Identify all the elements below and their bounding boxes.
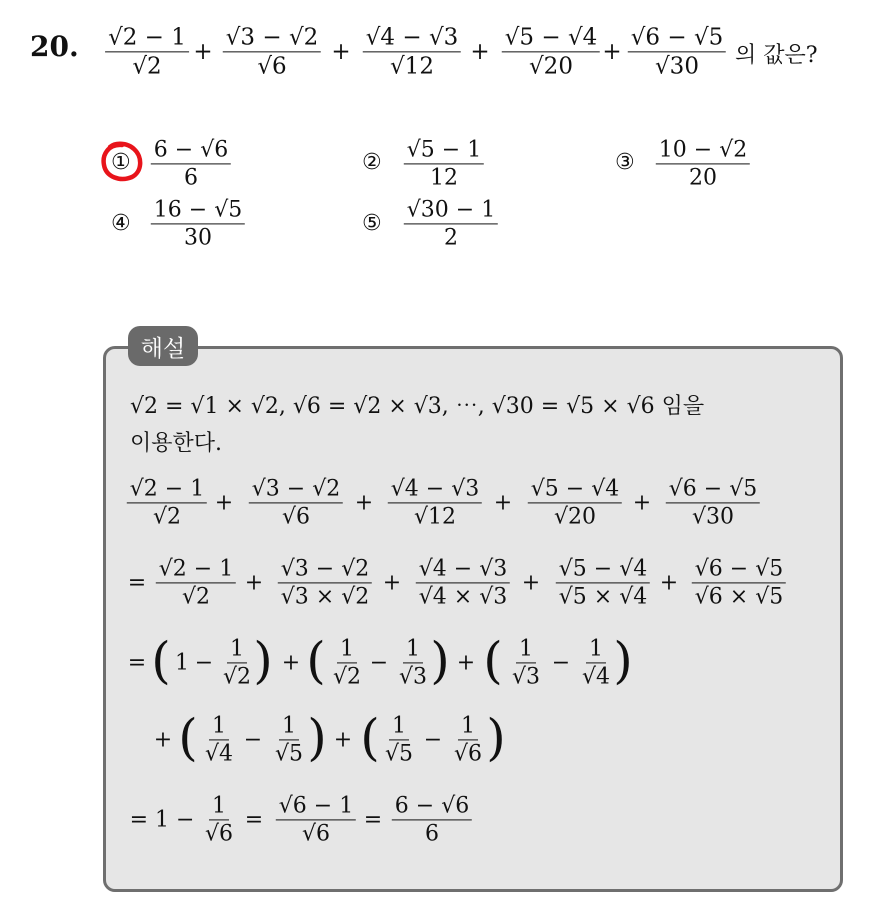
step2-term-1 [156,557,236,608]
step4-frac-3 [382,714,416,765]
right-paren: ) [307,708,327,767]
step3-frac-3 [396,637,430,688]
minus-sign: − [423,727,443,753]
numerator: 1 [227,637,247,663]
denominator: √4 [204,741,234,767]
left-paren: ( [483,631,503,690]
denominator: √5 [384,741,414,767]
right-paren: ) [253,631,273,690]
step2-term-3 [416,557,510,608]
denominator: √20 [553,504,597,530]
numerator: √5 − √4 [528,477,622,503]
numerator: 6 − √6 [151,138,231,164]
step2-term-4 [556,557,650,608]
denominator: √3 × √2 [280,584,370,610]
denominator: √2 [222,664,252,690]
choice-2-fraction[interactable] [404,138,484,189]
solution-line-2: 이용한다. [130,431,223,456]
denominator: √30 [691,504,735,530]
numerator: √2 − 1 [127,477,207,503]
numerator: √4 − √3 [416,557,510,583]
equals-sign: = [363,807,383,833]
choice-1-marker[interactable]: ① [111,150,131,175]
denominator: √20 [529,53,573,80]
left-paren: ( [178,708,198,767]
right-paren: ) [486,708,506,767]
minus-sign: − [243,727,263,753]
denominator: √6 × √5 [694,584,784,610]
denominator: √4 × √3 [418,584,508,610]
plus-sign: + [281,650,301,676]
denominator: √12 [390,53,434,80]
step2-term-2 [278,557,372,608]
step4-frac-4 [451,714,485,765]
numerator: 1 [279,714,299,740]
choice-1-fraction[interactable] [151,138,231,189]
left-paren: ( [151,631,171,690]
step3-frac-1 [220,637,254,688]
numerator: √6 − 1 [276,794,356,820]
left-paren: ( [306,631,326,690]
question-term-5 [628,25,726,78]
final-prefix: = 1 − [129,807,195,833]
denominator: 30 [184,225,212,251]
solution-line-1: √2 = √1 × √2, √6 = √2 × √3, ⋯, √30 = √5 × √6 임을 [130,394,705,419]
numerator: √6 − √5 [666,477,760,503]
equals-sign: = [127,650,147,676]
question-term-3 [363,25,461,78]
minus-sign: − [194,650,214,676]
question-term-4 [502,25,600,78]
final-frac-a [202,794,236,845]
denominator: 20 [689,165,717,191]
numerator: 6 − √6 [392,794,472,820]
plus-sign: + [354,490,374,516]
numerator: √4 − √3 [363,25,461,52]
left-paren: ( [360,708,380,767]
plus-sign: + [602,39,622,65]
numerator: 1 [389,714,409,740]
plus-sign: + [333,727,353,753]
question-tail: 의 값은? [735,43,818,68]
numerator: √5 − √4 [502,25,600,52]
denominator: √2 [332,664,362,690]
numerator: √6 − √5 [628,25,726,52]
denominator: √4 [581,664,611,690]
numerator: √5 − 1 [404,138,484,164]
choice-5-marker[interactable]: ⑤ [362,211,382,236]
choice-2-marker[interactable]: ② [362,150,382,175]
plus-sign: + [632,490,652,516]
denominator: √6 [453,741,483,767]
right-paren: ) [430,631,450,690]
plus-sign: + [244,570,264,596]
denominator: √2 [132,53,162,80]
denominator: √2 [181,584,210,610]
numerator: 1 [458,714,478,740]
question-term-1 [105,25,189,78]
numerator: √4 − √3 [388,477,482,503]
plus-sign: + [521,570,541,596]
denominator: √2 [152,504,181,530]
denominator: √30 [655,53,699,80]
denominator: √6 [281,504,311,530]
numerator: √3 − √2 [249,477,343,503]
step1-term-3 [388,477,482,528]
choice-4-marker[interactable]: ④ [111,211,131,236]
final-frac-b [276,794,356,845]
numerator: √2 − 1 [156,557,236,583]
step2-term-5 [692,557,786,608]
denominator: 6 [184,165,198,191]
plus-sign: + [193,39,213,65]
choice-4-fraction[interactable] [151,198,245,249]
choice-5-fraction[interactable] [404,198,498,249]
step4-frac-1 [202,714,236,765]
denominator: √3 [511,664,541,690]
step1-term-4 [528,477,622,528]
plus-sign: + [214,490,234,516]
one: 1 [175,650,189,676]
numerator: √2 − 1 [105,25,189,52]
numerator: √5 − √4 [556,557,650,583]
denominator: √6 [204,821,234,847]
numerator: √30 − 1 [404,198,498,224]
denominator: 2 [444,225,458,251]
numerator: 16 − √5 [151,198,245,224]
numerator: 1 [403,637,423,663]
denominator: √6 [301,821,330,847]
plus-sign: + [153,727,173,753]
numerator: 1 [337,637,357,663]
equals-sign: = [127,570,147,596]
choice-3-fraction[interactable] [656,138,750,189]
denominator: √5 × √4 [558,584,648,610]
numerator: √3 − √2 [223,25,321,52]
denominator: √12 [413,504,457,530]
numerator: 10 − √2 [656,138,750,164]
choice-3-marker[interactable]: ③ [615,150,635,175]
plus-sign: + [331,39,351,65]
denominator: √6 [257,53,287,80]
step3-frac-4 [509,637,543,688]
plus-sign: + [470,39,490,65]
final-frac-c [392,794,472,845]
denominator: √5 [274,741,304,767]
step1-term-2 [249,477,343,528]
numerator: 1 [209,714,229,740]
denominator: √3 [398,664,428,690]
minus-sign: − [369,650,389,676]
step3-frac-5 [579,637,613,688]
plus-sign: + [382,570,402,596]
numerator: 1 [516,637,536,663]
numerator: √6 − √5 [692,557,786,583]
numerator: √3 − √2 [278,557,372,583]
numerator: 1 [209,794,229,820]
equals-sign: = [244,807,264,833]
minus-sign: − [551,650,571,676]
question-term-2 [223,25,321,78]
right-paren: ) [613,631,633,690]
solution-tag: 해설 [128,326,198,366]
step3-frac-2 [330,637,364,688]
question-number: 20. [30,30,79,63]
numerator: 1 [586,637,606,663]
plus-sign: + [659,570,679,596]
step4-frac-2 [272,714,306,765]
plus-sign: + [493,490,513,516]
denominator: 6 [425,821,439,847]
denominator: 12 [430,165,458,191]
plus-sign: + [456,650,476,676]
step1-term-5 [666,477,760,528]
step1-term-1 [127,477,207,528]
